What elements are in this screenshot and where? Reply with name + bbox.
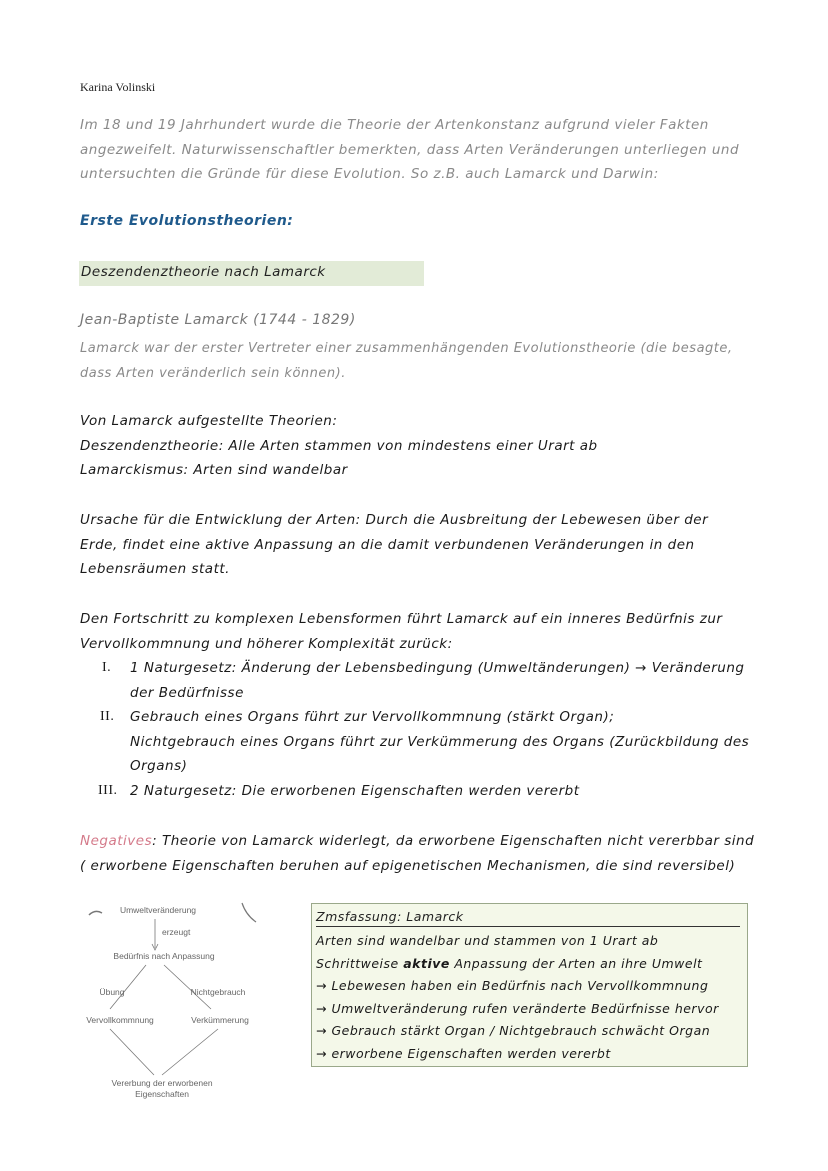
cause-block (80, 508, 750, 582)
cause-line: Erde, findet eine aktive Anpassung an die damit verbundenen Veränderungen in den (80, 536, 695, 553)
progress-block (80, 607, 750, 656)
diagram-top-label: Umweltveränderung (119, 905, 197, 915)
theories-line: Lamarckismus: Arten sind wandelbar (80, 462, 348, 478)
list-line: Gebrauch eines Organs führt zur Vervollkommnung (stärkt Organ); (130, 709, 615, 725)
summary-line: → Umweltveränderung rufen veränderte Bedürfnisse hervor (316, 1000, 719, 1016)
list-item (80, 705, 750, 779)
section-title: Deszendenztheorie nach Lamarck (81, 264, 326, 280)
diagram-arrow (162, 1029, 218, 1075)
negatives-label: Negatives (80, 833, 153, 849)
progress-line: Vervollkommnung und höherer Komplexität zurück: (80, 635, 453, 652)
section-heading: Erste Evolutionstheorien: (80, 213, 294, 229)
summary-divider (316, 926, 740, 927)
negatives-line: ( erworbene Eigenschaften beruhen auf epigenetischen Mechanismen, die sind reversibel) (80, 857, 736, 874)
diagram-middle-label: Bedürfnis nach Anpassung (113, 951, 215, 961)
list-line: Nichtgebrauch eines Organs führt zur Verkümmerung des Organs (Zurückbildung des (130, 733, 750, 750)
cause-line: Ursache für die Entwicklung der Arten: Durch die Ausbreitung der Lebewesen über der (80, 512, 709, 528)
list-line: der Bedürfnisse (130, 684, 244, 701)
list-number: III. (98, 782, 118, 798)
diagram-right-result: Verkümmerung (191, 1015, 249, 1025)
list-item (80, 656, 750, 705)
summary-content (316, 930, 746, 1065)
summary-text: Anpassung der Arten an ihre Umwelt (449, 955, 703, 971)
lamarck-name: Jean-Baptiste Lamarck (1744 - 1829) (80, 312, 356, 328)
author-name: Karina Volinski (80, 80, 156, 94)
negatives-block (80, 829, 760, 878)
diagram-left-branch: Übung (99, 987, 125, 997)
diagram-right-branch: Nichtgebrauch (190, 987, 246, 997)
list-line: 2 Naturgesetz: Die erworbenen Eigenschaften werden vererbt (130, 782, 580, 799)
diagram-arrow-label: erzeugt (162, 927, 191, 937)
lamarck-diagram (80, 895, 280, 1110)
laws-list (80, 656, 750, 803)
summary-title: Zmsfassung: Lamarck (316, 909, 464, 924)
progress-line: Den Fortschritt zu komplexen Lebensformen führt Lamarck auf ein inneres Bedürfnis zur (80, 611, 723, 627)
list-number: II. (100, 709, 115, 724)
cause-line: Lebensräumen statt. (80, 561, 230, 577)
list-line: Organs) (130, 758, 188, 774)
list-item (80, 779, 750, 804)
list-line: 1 Naturgesetz: Änderung der Lebensbedingung (Umweltänderungen) → Veränderung (130, 660, 745, 676)
summary-line: → Lebewesen haben ein Bedürfnis nach Vervollkommnung (316, 978, 709, 993)
negatives-line (80, 829, 760, 854)
desc-line: Lamarck war der erster Vertreter einer zusammenhängenden Evolutionstheorie (die besagte, (80, 341, 733, 356)
diagram-bottom-label: Eigenschaften (135, 1089, 189, 1099)
summary-line: → Gebrauch stärkt Organ / Nichtgebrauch schwächt Organ (316, 1023, 711, 1038)
theories-block (80, 409, 750, 483)
intro-paragraph (80, 113, 760, 187)
scribble-mark (242, 903, 256, 922)
lamarck-description (80, 337, 760, 386)
diagram-left-result: Vervollkommnung (86, 1015, 154, 1025)
diagram-arrow (110, 1029, 154, 1075)
intro-line: angezweifelt. Naturwissenschaftler bemerkten, dass Arten Veränderungen unterliegen und (80, 141, 740, 158)
intro-line: untersuchten die Gründe für diese Evolution. So z.B. auch Lamarck und Darwin: (80, 166, 659, 182)
theories-line: Von Lamarck aufgestellte Theorien: (80, 413, 338, 429)
summary-emphasis: aktive (403, 955, 450, 971)
list-number: I. (102, 660, 112, 675)
negatives-text: : Theorie von Lamarck widerlegt, da erworbene Eigenschaften nicht vererbbar sind (152, 833, 755, 849)
intro-line: Im 18 und 19 Jahrhundert wurde die Theorie der Artenkonstanz aufgrund vieler Fakten (80, 117, 709, 133)
desc-line: dass Arten veränderlich sein können). (80, 365, 346, 381)
summary-line: Arten sind wandelbar und stammen von 1 Urart ab (316, 933, 659, 948)
scribble-mark (89, 911, 102, 915)
summary-text: Schrittweise (316, 955, 404, 971)
summary-line: → erworbene Eigenschaften werden vererbt (316, 1045, 611, 1061)
summary-line (316, 953, 746, 976)
diagram-bottom-label: Vererbung der erworbenen (111, 1078, 213, 1088)
theories-line: Deszendenztheorie: Alle Arten stammen von mindestens einer Urart ab (80, 437, 598, 454)
